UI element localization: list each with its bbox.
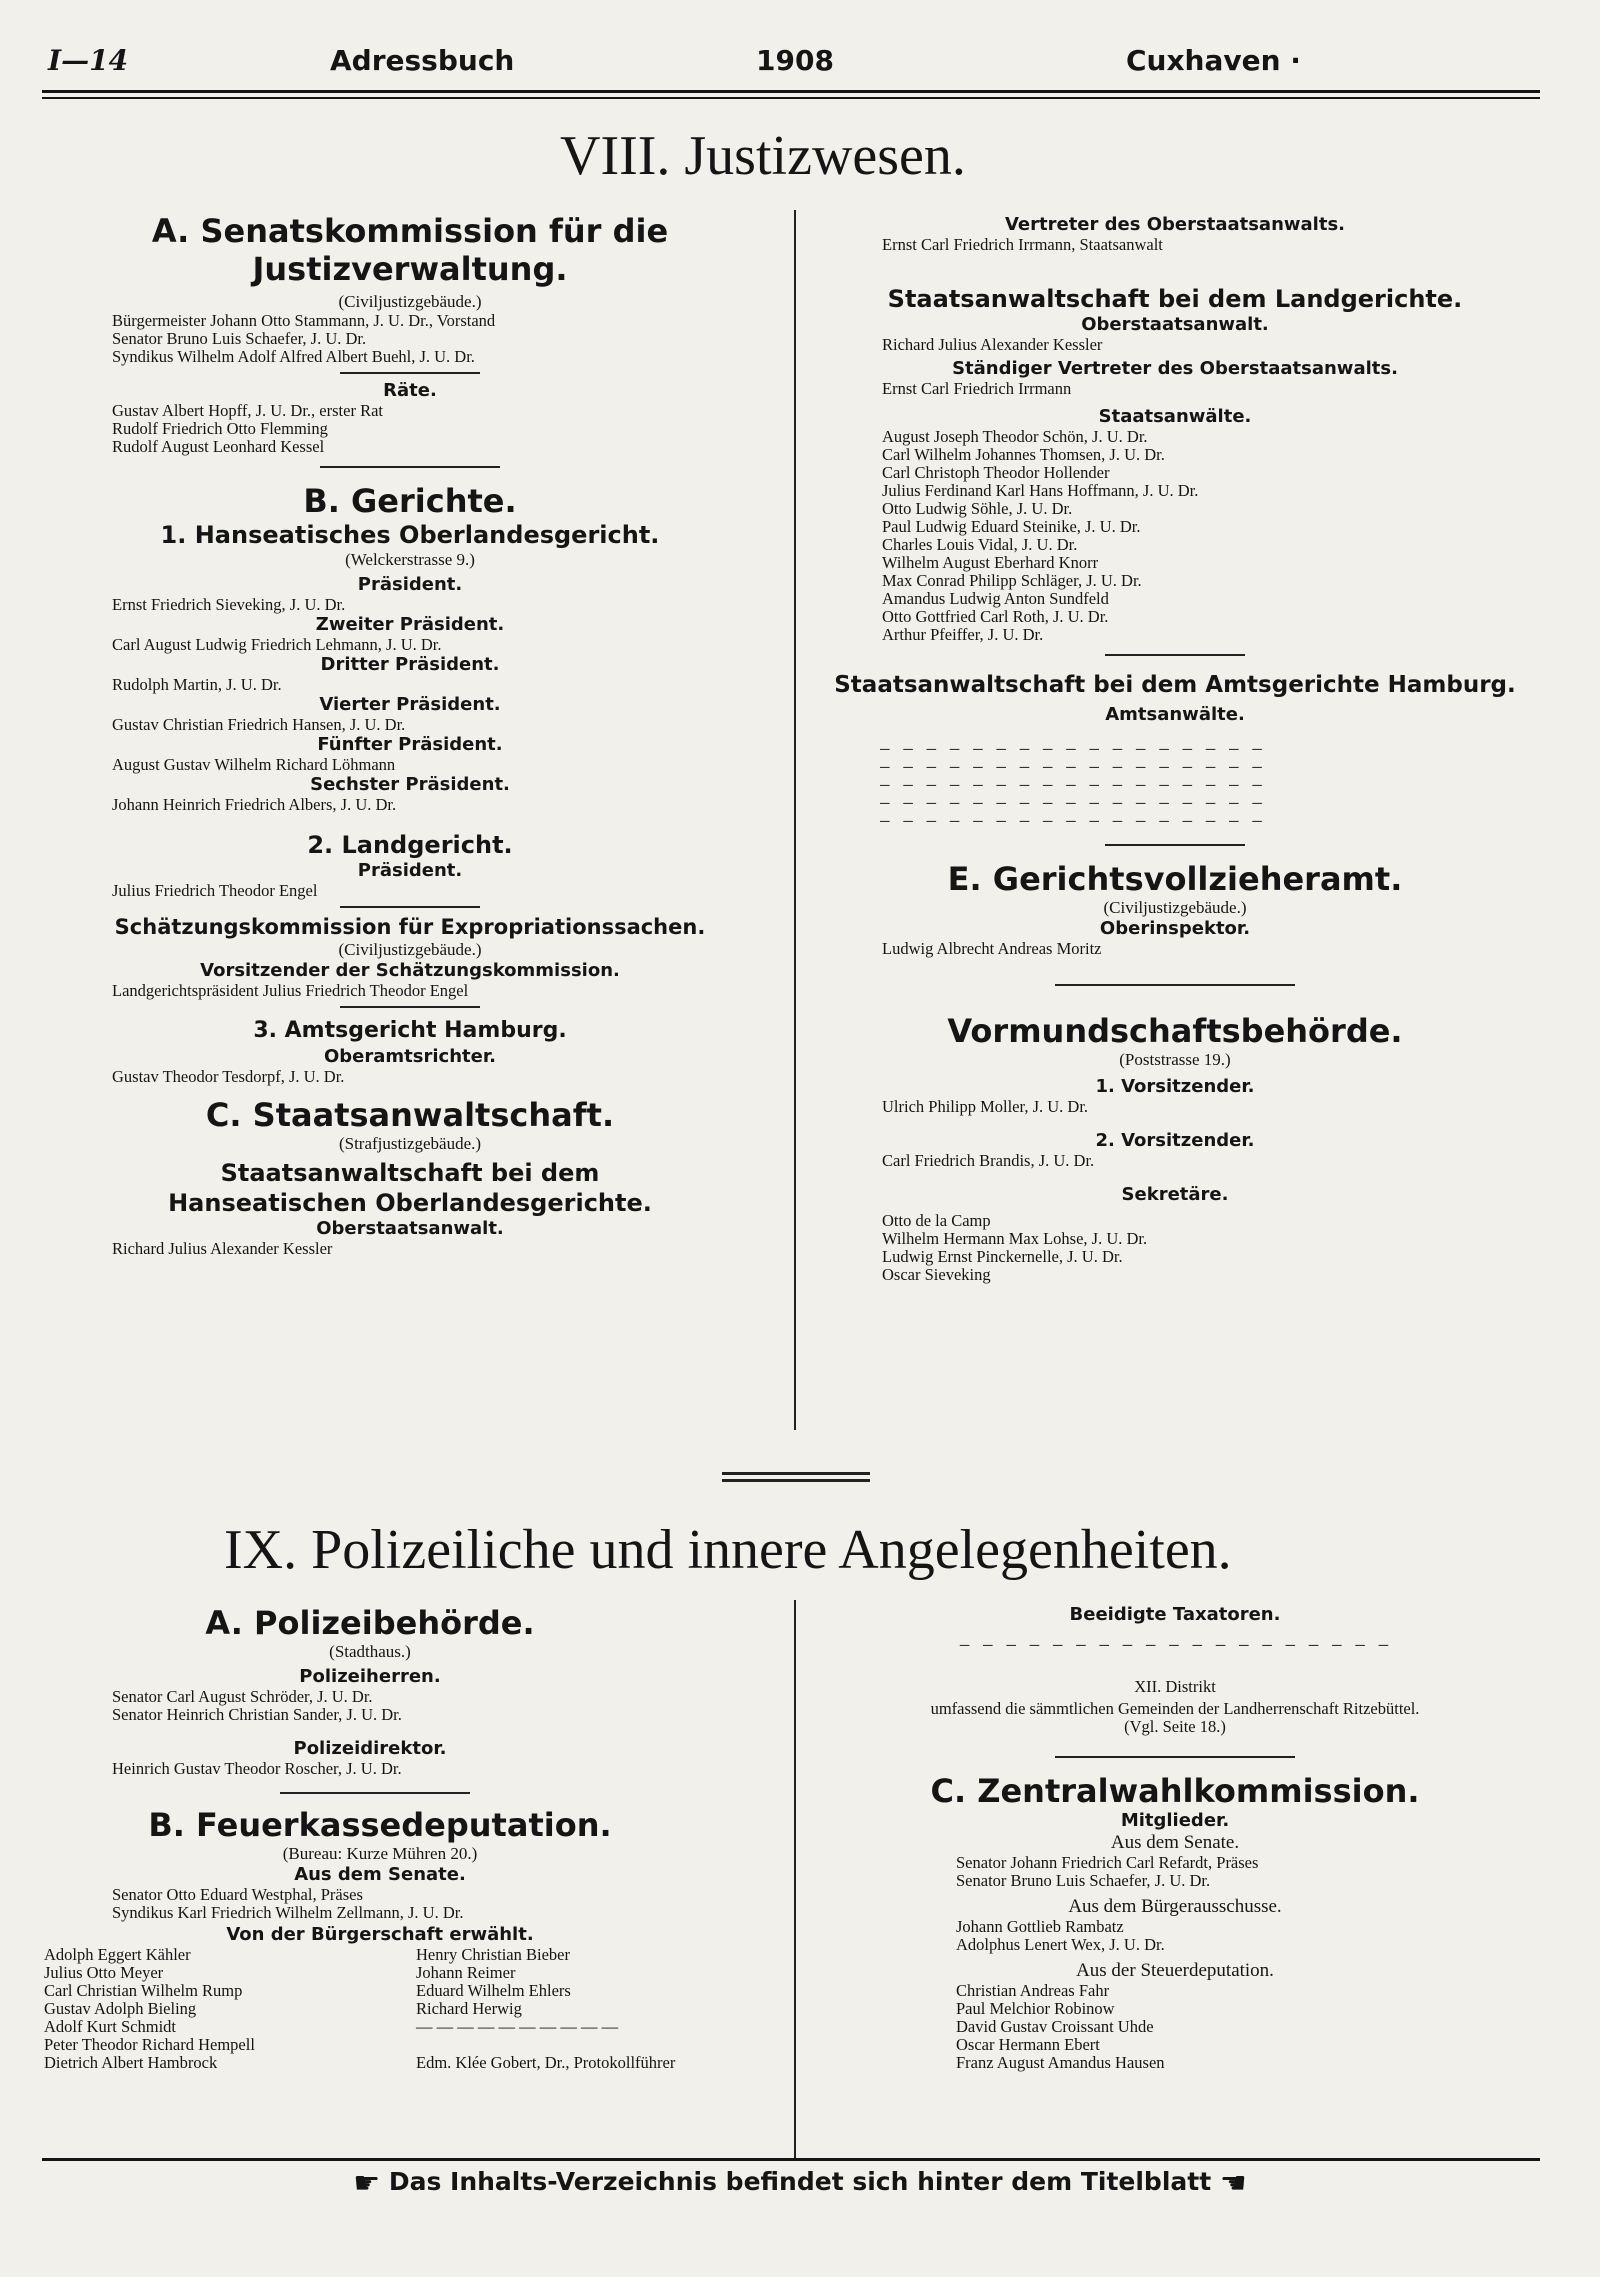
role-label: Vierter Präsident. <box>319 694 501 715</box>
lg-vertreter-label: Ständiger Vertreter des Oberstaatsanwalts. <box>952 358 1398 379</box>
list-item: Senator Carl August Schröder, J. U. Dr. <box>112 1687 373 1706</box>
buergerschaft-label: Von der Bürgerschaft erwählt. <box>226 1924 534 1945</box>
zwk-senate-list <box>956 1854 1540 1890</box>
list-item: Rudolf Friedrich Otto Flemming <box>112 419 328 438</box>
list-item: Syndikus Karl Friedrich Wilhelm Zellmann, J. U. Dr. <box>112 1903 464 1922</box>
protokollfuehrer: Edm. Klée Gobert, Dr., Protokollführer <box>416 2053 676 2072</box>
divider <box>1105 844 1245 846</box>
staatsanwaltschaft-title: C. Staatsanwaltschaft. <box>205 1096 615 1134</box>
viii-left-column <box>40 212 780 1258</box>
role-name: August Gustav Wilhelm Richard Löhmann <box>112 755 396 774</box>
list-item: Adolph Eggert Kähler <box>44 1945 191 1964</box>
staatsanwaltschaft-olg-label: Oberstaatsanwalt. <box>316 1218 504 1239</box>
header-year: 1908 <box>756 44 834 77</box>
vormundschaftsbehoerde-title: Vormundschaftsbehörde. <box>947 1012 1403 1050</box>
role-name: Carl August Ludwig Friedrich Lehmann, J. U. Dr. <box>112 635 442 654</box>
list-item: Amandus Ludwig Anton Sundfeld <box>882 589 1109 608</box>
list-item: Eduard Wilhelm Ehlers <box>416 1981 571 2000</box>
polizeibehoerde-note: (Stadthaus.) <box>329 1642 411 1661</box>
footer-note <box>0 2166 1600 2201</box>
divider <box>340 1006 480 1008</box>
column-divider-ix <box>794 1600 796 2160</box>
polizeidirektor-label: Polizeidirektor. <box>293 1738 447 1759</box>
divider <box>320 466 500 468</box>
gerichtsvollzieheramt-name: Ludwig Albrecht Andreas Moritz <box>882 939 1102 958</box>
amtsanwaelte-placeholder-list <box>880 740 1540 830</box>
lg-vertreter-name: Ernst Carl Friedrich Irrmann <box>882 379 1072 398</box>
column-divider <box>794 210 796 1430</box>
zwk-group-senate: Aus dem Senate. <box>1110 1832 1240 1853</box>
amtsgericht-title: 3. Amtsgericht Hamburg. <box>253 1018 567 1043</box>
section-viii-title: VIII. Justizwesen. <box>560 125 966 187</box>
landgericht-name: Julius Friedrich Theodor Engel <box>112 881 318 900</box>
zwk-buergerausschuss-list <box>956 1918 1540 1954</box>
pointing-hand-left-icon: ☚ <box>1219 2166 1247 2201</box>
list-item: Charles Louis Vidal, J. U. Dr. <box>882 535 1078 554</box>
list-item: Max Conrad Philipp Schläger, J. U. Dr. <box>882 571 1142 590</box>
sekretaere-list <box>882 1212 1540 1284</box>
mitglieder-label: Mitglieder. <box>1120 1810 1230 1831</box>
list-item: Gustav Adolph Bieling <box>44 1999 197 2018</box>
landgericht-staatsanwaltschaft-title: Staatsanwaltschaft bei dem Landgerichte. <box>887 285 1463 313</box>
lg-oberstaatsanwalt-name: Richard Julius Alexander Kessler <box>882 335 1103 354</box>
taxatoren-label: Beeidigte Taxatoren. <box>1069 1604 1281 1625</box>
schaetzungskommission-note: (Civiljustizgebäude.) <box>338 940 482 959</box>
feuerkassedeputation-title: B. Feuerkassedeputation. <box>148 1806 612 1844</box>
aus-dem-senate-label: Aus dem Senate. <box>294 1864 466 1885</box>
list-item: Julius Ferdinand Karl Hans Hoffmann, J. U. Dr. <box>882 481 1199 500</box>
list-item: Richard Herwig <box>416 1999 522 2018</box>
taxatoren-placeholder: — — — — — — — — — — — — — — — — — — — <box>959 1635 1391 1654</box>
list-item <box>416 2036 780 2054</box>
gerichtsvollzieheramt-note: (Civiljustizgebäude.) <box>1103 898 1247 917</box>
role-label: Sechster Präsident. <box>310 774 510 795</box>
staatsanwaelte-list <box>882 428 1540 644</box>
role-name: Rudolph Martin, J. U. Dr. <box>112 675 282 694</box>
vormund-label-1: 1. Vorsitzender. <box>1095 1076 1255 1097</box>
pointing-hand-right-icon: ☛ <box>353 2166 381 2201</box>
list-item: Otto de la Camp <box>882 1211 991 1230</box>
zwk-group-buergerausschuss: Aus dem Bürgerausschusse. <box>1068 1896 1282 1917</box>
list-item: Senator Johann Friedrich Carl Refardt, Präses <box>956 1853 1259 1872</box>
schaetzungskommission-label: Vorsitzender der Schätzungskommission. <box>200 960 620 981</box>
sekretaere-label: Sekretäre. <box>1121 1184 1229 1205</box>
buergerschaft-left-list <box>44 1946 408 2072</box>
list-item: Adolf Kurt Schmidt <box>44 2017 176 2036</box>
list-item: Oscar Hermann Ebert <box>956 2035 1100 2054</box>
gerichtsvollzieheramt-title: E. Gerichtsvollzieheramt. <box>947 860 1403 898</box>
vertreter-label: Vertreter des Oberstaatsanwalts. <box>1004 214 1345 235</box>
list-item: Julius Otto Meyer <box>44 1963 164 1982</box>
landgericht-title: 2. Landgericht. <box>307 831 513 859</box>
role-label: Dritter Präsident. <box>320 654 500 675</box>
amtsanwaelte-label: Amtsanwälte. <box>1105 704 1245 725</box>
placeholder-line: — — — — — — — — — — — — — — — — — <box>880 775 1264 794</box>
ix-right-column <box>810 1604 1540 2072</box>
section-ix-title: IX. Polizeiliche und innere Angelegenheiten. <box>224 1519 1232 1581</box>
polizeidirektor-name: Heinrich Gustav Theodor Roscher, J. U. Dr. <box>112 1759 402 1778</box>
list-item: Johann Reimer <box>416 1963 516 1982</box>
list-item: Franz August Amandus Hausen <box>956 2053 1165 2072</box>
distrikt-reference: (Vgl. Seite 18.) <box>1124 1717 1226 1736</box>
raete-label: Räte. <box>383 380 437 401</box>
zwk-steuerdeputation-list <box>956 1982 1540 2072</box>
buergerschaft-right-list <box>416 1946 780 2072</box>
schaetzungskommission-title: Schätzungskommission für Expropriationssachen. <box>114 915 706 939</box>
list-item: Arthur Pfeiffer, J. U. Dr. <box>882 625 1044 644</box>
section-separator-2 <box>722 1479 870 1482</box>
zwk-group-steuerdeputation: Aus der Steuerdeputation. <box>1076 1960 1274 1981</box>
list-item: Bürgermeister Johann Otto Stammann, J. U. Dr., Vorstand <box>112 311 496 330</box>
placeholder-line: — — — — — — — — — — — — — — — — — <box>880 793 1264 812</box>
divider <box>340 372 480 374</box>
list-item: Senator Heinrich Christian Sander, J. U. Dr. <box>112 1705 402 1724</box>
senatskommission-members <box>112 312 780 366</box>
staatsanwaltschaft-olg-name: Richard Julius Alexander Kessler <box>112 1239 333 1258</box>
ix-left-column <box>40 1604 780 2072</box>
oberlandesgericht-title: 1. Hanseatisches Oberlandesgericht. <box>160 521 660 549</box>
list-item: Carl Christoph Theodor Hollender <box>882 463 1110 482</box>
list-item: Carl Christian Wilhelm Rump <box>44 1981 243 2000</box>
gerichtsvollzieheramt-label: Oberinspektor. <box>1099 918 1251 939</box>
role-label: Fünfter Präsident. <box>317 734 503 755</box>
footer-text: Das Inhalts-Verzeichnis befindet sich hinter dem Titelblatt <box>388 2167 1212 2196</box>
list-item: — — — — — — — — — — <box>416 2017 619 2036</box>
list-item: Gustav Albert Hopff, J. U. Dr., erster Rat <box>112 401 383 420</box>
list-item: Carl Wilhelm Johannes Thomsen, J. U. Dr. <box>882 445 1165 464</box>
placeholder-line: — — — — — — — — — — — — — — — — — <box>880 739 1264 758</box>
footer-rule <box>42 2158 1540 2161</box>
feuerkasse-senate-list <box>112 1886 780 1922</box>
placeholder-line: — — — — — — — — — — — — — — — — — <box>880 811 1264 830</box>
zentralwahlkommission-title: C. Zentralwahlkommission. <box>930 1772 1420 1810</box>
divider <box>1105 654 1245 656</box>
divider <box>340 906 480 908</box>
list-item: Syndikus Wilhelm Adolf Alfred Albert Buehl, J. U. Dr. <box>112 347 475 366</box>
feuerkassedeputation-note: (Bureau: Kurze Mühren 20.) <box>282 1844 478 1863</box>
list-item: Dietrich Albert Hambrock <box>44 2053 218 2072</box>
role-label: Zweiter Präsident. <box>315 614 505 635</box>
page-number: I—14 <box>48 44 129 77</box>
viii-right-column <box>810 214 1540 1284</box>
list-item: Johann Gottlieb Rambatz <box>956 1917 1124 1936</box>
list-item: Paul Ludwig Eduard Steinike, J. U. Dr. <box>882 517 1141 536</box>
distrikt-description: umfassend die sämmtlichen Gemeinden der Landherrenschaft Ritzebüttel. <box>930 1699 1420 1718</box>
placeholder-line: — — — — — — — — — — — — — — — — — <box>880 757 1264 776</box>
list-item: Henry Christian Bieber <box>416 1945 570 1964</box>
buergerschaft-names <box>44 1946 780 2072</box>
vormundschaftsbehoerde-note: (Poststrasse 19.) <box>1119 1050 1231 1069</box>
list-item: Otto Gottfried Carl Roth, J. U. Dr. <box>882 607 1109 626</box>
header-rule <box>42 90 1540 93</box>
vertreter-name: Ernst Carl Friedrich Irrmann, Staatsanwalt <box>882 235 1163 254</box>
header-rule-thin <box>42 97 1540 99</box>
list-item: August Joseph Theodor Schön, J. U. Dr. <box>882 427 1148 446</box>
distrikt-title: XII. Distrikt <box>1134 1677 1216 1696</box>
list-item: Oscar Sieveking <box>882 1265 991 1284</box>
list-item: Senator Bruno Luis Schaefer, J. U. Dr. <box>956 1871 1211 1890</box>
polizeibehoerde-title: A. Polizeibehörde. <box>205 1604 535 1642</box>
list-item: Wilhelm Hermann Max Lohse, J. U. Dr. <box>882 1229 1148 1248</box>
list-item: Peter Theodor Richard Hempell <box>44 2035 255 2054</box>
list-item: Christian Andreas Fahr <box>956 1981 1110 2000</box>
polizeiherren-list <box>112 1688 780 1724</box>
header-book: Adressbuch <box>330 44 515 77</box>
vormund-label-2: 2. Vorsitzender. <box>1095 1130 1255 1151</box>
role-name: Ernst Friedrich Sieveking, J. U. Dr. <box>112 595 346 614</box>
section-separator <box>722 1472 870 1475</box>
header-place: Cuxhaven · <box>1126 44 1301 77</box>
list-item: Paul Melchior Robinow <box>956 1999 1115 2018</box>
divider <box>280 1792 470 1794</box>
raete-list <box>112 402 780 456</box>
list-item: Senator Bruno Luis Schaefer, J. U. Dr. <box>112 329 367 348</box>
amtsgericht-label: Oberamtsrichter. <box>324 1046 496 1067</box>
list-item: Rudolf August Leonhard Kessel <box>112 437 325 456</box>
senatskommission-title: A. Senatskommission für die Justizverwaltung. <box>151 212 669 288</box>
vormund-name-1: Ulrich Philipp Moller, J. U. Dr. <box>882 1097 1089 1116</box>
senatskommission-note: (Civiljustizgebäude.) <box>338 292 482 311</box>
oberlandesgericht-note: (Welckerstrasse 9.) <box>345 550 475 569</box>
vormund-name-2: Carl Friedrich Brandis, J. U. Dr. <box>882 1151 1095 1170</box>
schaetzungskommission-name: Landgerichtspräsident Julius Friedrich Theodor Engel <box>112 981 469 1000</box>
list-item: Wilhelm August Eberhard Knorr <box>882 553 1099 572</box>
polizeiherren-label: Polizeiherren. <box>299 1666 441 1687</box>
divider <box>1055 984 1295 986</box>
staatsanwaltschaft-olg-title: Staatsanwaltschaft bei dem Hanseatischen Oberlandesgerichte. <box>168 1159 652 1217</box>
list-item: Otto Ludwig Söhle, J. U. Dr. <box>882 499 1073 518</box>
staatsanwaelte-label: Staatsanwälte. <box>1098 406 1252 427</box>
amtsgericht-name: Gustav Theodor Tesdorpf, J. U. Dr. <box>112 1067 345 1086</box>
role-name: Johann Heinrich Friedrich Albers, J. U. Dr. <box>112 795 397 814</box>
list-item: David Gustav Croissant Uhde <box>956 2017 1154 2036</box>
staatsanwaltschaft-note: (Strafjustizgebäude.) <box>338 1134 482 1153</box>
gerichte-title: B. Gerichte. <box>303 482 517 520</box>
amtsgericht-staatsanwaltschaft-title: Staatsanwaltschaft bei dem Amtsgerichte Hamburg. <box>834 672 1516 698</box>
list-item: Senator Otto Eduard Westphal, Präses <box>112 1885 363 1904</box>
landgericht-label: Präsident. <box>357 860 463 881</box>
list-item: Ludwig Ernst Pinckernelle, J. U. Dr. <box>882 1247 1123 1266</box>
lg-oberstaatsanwalt-label: Oberstaatsanwalt. <box>1081 314 1269 335</box>
divider <box>1055 1756 1295 1758</box>
role-label: Präsident. <box>357 574 463 595</box>
role-name: Gustav Christian Friedrich Hansen, J. U. Dr. <box>112 715 406 734</box>
list-item: Adolphus Lenert Wex, J. U. Dr. <box>956 1935 1165 1954</box>
